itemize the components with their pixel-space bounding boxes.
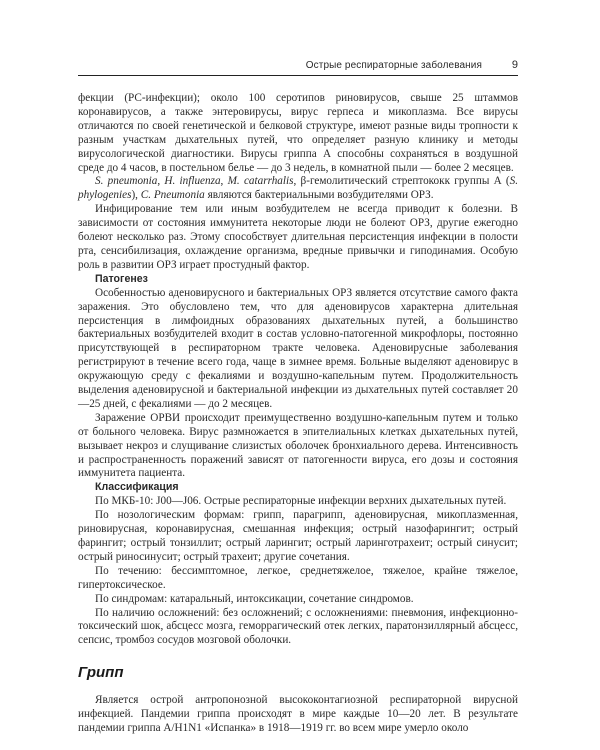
page-number: 9 bbox=[511, 59, 518, 71]
paragraph-complications: По наличию осложнений: без осложнений; с осложнениями: пневмония, инфекционно-токсический шок, абсцесс мозга, геморрагический отек легких, паратонзиллярный абсцесс, сепсис, тромбоз сосудов мозговой оболочки. bbox=[78, 606, 518, 647]
paragraph-fragment: являются бактериальными возбудителями ОРЗ. bbox=[204, 189, 434, 202]
species-s-pneumonia: S. pneumonia bbox=[95, 175, 158, 188]
paragraph-virus-types: фекции (РС-инфекции); около 100 серотипов риновирусов, свыше 25 штаммов коронавирусов, а также энтеровирусы, вирус герпеса и микоплазма. Все вирусы отличаются по своей генетической и белковой структуре, имеют разные виды тропности к разным участкам дыхательных путей, что определяет разную клинику и методы вирусологической диагностики. Вирусы гриппа А способны сохраняться в воздушной среде до 4 часов, в постельном белье — до 3 недель, в комнатной пыли — более 2 месяцев. bbox=[78, 92, 518, 174]
separator: ), bbox=[131, 189, 141, 202]
paragraph-fragment: , β-гемолитический стрептококк группы А ( bbox=[293, 175, 510, 188]
header-rule bbox=[78, 75, 518, 76]
species-s-phylogenies: S. phylogenies bbox=[78, 175, 519, 202]
page-body bbox=[78, 92, 518, 736]
running-header bbox=[78, 59, 518, 75]
paragraph-icd10: По МКБ-10: J00—J06. Острые респираторные инфекции верхних дыхательных путей. bbox=[95, 495, 507, 508]
species-h-influenza: H. influenza bbox=[164, 175, 221, 188]
running-header-title: Острые респираторные заболевания bbox=[305, 60, 482, 71]
paragraph-transmission: Заражение ОРВИ происходит преимущественно воздушно-капельным путем и только от больного человека. Вирус размножается в эпителиальных клетках дыхательных путей, вызывает некроз и слущивание слизистых оболочек бронхиального дерева. Интенсивность и распространенность поражений зависят от патогенности вируса, его дозы и состояния иммунитета пациента. bbox=[78, 411, 518, 480]
species-c-pneumonia: C. Pneumonia bbox=[140, 189, 205, 202]
paragraph-grip-intro: Является острой антропонозной высококонтагиозной респираторной вирусной инфекцией. Пандемии гриппа происходят в мире каждые 10—20 лет. В результате пандемии гриппа A/H1N1 «Испанка» в 1918—1919 гг. во всем мире умерло около bbox=[78, 694, 518, 734]
separator: , bbox=[157, 175, 165, 188]
paragraph-infection: Инфицирование тем или иным возбудителем не всегда приводит к болезни. В зависимости от состояния иммунитета некоторые люди не болеют ОРЗ, другие ежегодно болеют несколько раз. Этому способствует длительная персистенция инфекции в полости рта, сенсибилизация, охлаждение организма, вредные привычки и гиподинамия. Особую роль в развитии ОРЗ играет простудный фактор. bbox=[78, 203, 518, 271]
paragraph-bacterial-agents bbox=[78, 175, 518, 203]
section-title-grip: Грипп bbox=[78, 664, 124, 682]
species-m-catarrhalis: M. catarrhalis bbox=[227, 175, 294, 188]
paragraph-course: По течению: бессимптомное, легкое, среднетяжелое, тяжелое, крайне тяжелое, гипертоксическое. bbox=[78, 564, 518, 591]
subheading-classification: Классификация bbox=[95, 481, 179, 494]
subheading-pathogenesis: Патогенез bbox=[95, 272, 148, 285]
paragraph-nosological-forms: По нозологическим формам: грипп, парагрипп, аденовирусная, микоплазменная, риновирусная, коронавирусная, смешанная инфекция; острый назофарингит; острый фарингит; острый тонзиллит; острый ларингит; острый ларинготрахеит; острый синусит; острый риносинусит; острый трахеит; другие сочетания. bbox=[78, 509, 518, 563]
separator: , bbox=[220, 175, 228, 188]
paragraph-syndromes: По синдромам: катаральный, интоксикации, сочетание синдромов. bbox=[95, 592, 414, 605]
paragraph-adenovirus: Особенностью аденовирусного и бактериальных ОРЗ является отсутствие самого факта заражения. Это обусловлено тем, что для аденовирусов характерна длительная персистенция в лимфоидных образованиях дыхательных путей, а большинство бактериальных возбудителей входит в состав условно-патогенной микрофлоры, постоянно присутствующей в респираторном тракте человека. Аденовирусные заболевания регистрируют в течение всего года, чаще в зимнее время. Больные выделяют аденовирус в окружающую среду с фекалиями и воздушно-капельным путем. Продолжительность выделения аденовирусной и бактериальной инфекции из дыхательных путей составляет 20—25 дней, с фекалиями — до 2 месяцев. bbox=[78, 286, 518, 410]
